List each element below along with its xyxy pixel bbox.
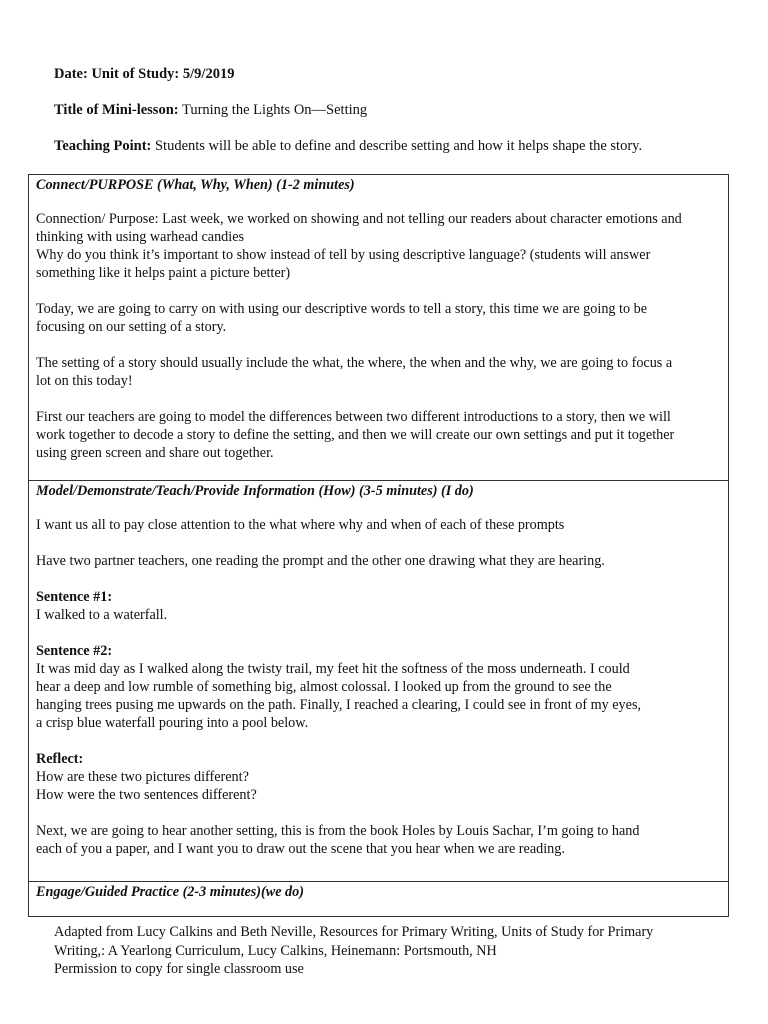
text-line: hanging trees pusing me upwards on the path. Finally, I reached a clearing, I could see in front of my eyes, <box>36 697 642 713</box>
teaching-point-line <box>54 138 748 155</box>
title-label: Title of Mini-lesson: <box>54 102 179 118</box>
text-line: Next, we are going to hear another setting, this is from the book Holes by Louis Sachar, I’m going to hand <box>36 823 640 839</box>
text-line: work together to decode a story to define the setting, and then we will create our own settings and put it together <box>36 427 675 443</box>
reflect-label: Reflect: <box>36 751 84 767</box>
title-line <box>54 102 748 119</box>
text-line: The setting of a story should usually include the what, the where, the when and the why, we are going to focus a <box>36 355 673 371</box>
date-line <box>54 66 748 83</box>
sentence-2-block <box>36 642 720 732</box>
sentence-1-label: Sentence #1: <box>36 589 113 605</box>
model-heading: Model/Demonstrate/Teach/Provide Information (How) (3-5 minutes) (I do) <box>36 483 474 499</box>
reflect-block <box>36 750 720 804</box>
teaching-point-value: Students will be able to define and describe setting and how it helps shape the story. <box>154 138 643 154</box>
text-line: Have two partner teachers, one reading the prompt and the other one drawing what they are hearing. <box>36 553 605 569</box>
plan-paragraph <box>36 408 720 462</box>
model-demonstrate-section <box>29 480 728 882</box>
sentence-2-label: Sentence #2: <box>36 643 113 659</box>
text-line: using green screen and share out together. <box>36 445 274 461</box>
text-line: Why do you think it’s important to show instead of tell by using descriptive language? (students will answer <box>36 247 651 263</box>
footer-line: Writing,: A Yearlong Curriculum, Lucy Calkins, Heinemann: Portsmouth, NH <box>54 942 497 959</box>
footer-line: Adapted from Lucy Calkins and Beth Neville, Resources for Primary Writing, Units of Study for Primary <box>54 924 654 940</box>
reflect-question: How are these two pictures different? <box>36 769 249 785</box>
text-line: It was mid day as I walked along the twisty trail, my feet hit the softness of the moss underneath. I could <box>36 661 630 677</box>
text-line: I want us all to pay close attention to the what where why and when of each of these prompts <box>36 517 565 533</box>
text-line: focusing on our setting of a story. <box>36 319 227 335</box>
connect-heading: Connect/PURPOSE (What, Why, When) (1-2 minutes) <box>36 177 355 193</box>
reflect-question: How were the two sentences different? <box>36 787 257 803</box>
partners-paragraph <box>36 552 720 570</box>
setting-paragraph <box>36 354 720 390</box>
connection-paragraph <box>36 210 720 282</box>
footer-line: Permission to copy for single classroom use <box>54 961 304 977</box>
title-value: Turning the Lights On—Setting <box>181 102 368 118</box>
connect-purpose-section <box>29 175 728 481</box>
teaching-point-label: Teaching Point: <box>54 138 152 154</box>
text-line: each of you a paper, and I want you to draw out the scene that you hear when we are reading. <box>36 841 565 857</box>
text-line: Connection/ Purpose: Last week, we worked on showing and not telling our readers about character emotions and <box>36 211 682 227</box>
text-line: lot on this today! <box>36 373 133 389</box>
text-line: something like it helps paint a picture better) <box>36 265 291 281</box>
text-line: Today, we are going to carry on with using our descriptive words to tell a story, this time we are going to be <box>36 301 648 317</box>
text-line: First our teachers are going to model the differences between two different introductions to a story, then we will <box>36 409 671 425</box>
next-paragraph <box>36 822 720 858</box>
lesson-plan-table <box>28 174 729 917</box>
sentence-1-text: I walked to a waterfall. <box>36 607 168 623</box>
attribution-footer <box>54 923 748 979</box>
engage-guided-practice-section <box>29 881 728 917</box>
text-line: hear a deep and low rumble of something big, almost colossal. I looked up from the ground to see the <box>36 679 612 695</box>
text-line: thinking with using warhead candies <box>36 229 245 245</box>
engage-heading: Engage/Guided Practice (2-3 minutes)(we do) <box>36 884 304 900</box>
today-paragraph <box>36 300 720 336</box>
text-line: a crisp blue waterfall pouring into a pool below. <box>36 715 309 731</box>
date-value: 5/9/2019 <box>182 66 235 82</box>
intro-paragraph <box>36 516 720 534</box>
sentence-1-block <box>36 588 720 624</box>
date-label: Date: Unit of Study: <box>54 66 180 82</box>
